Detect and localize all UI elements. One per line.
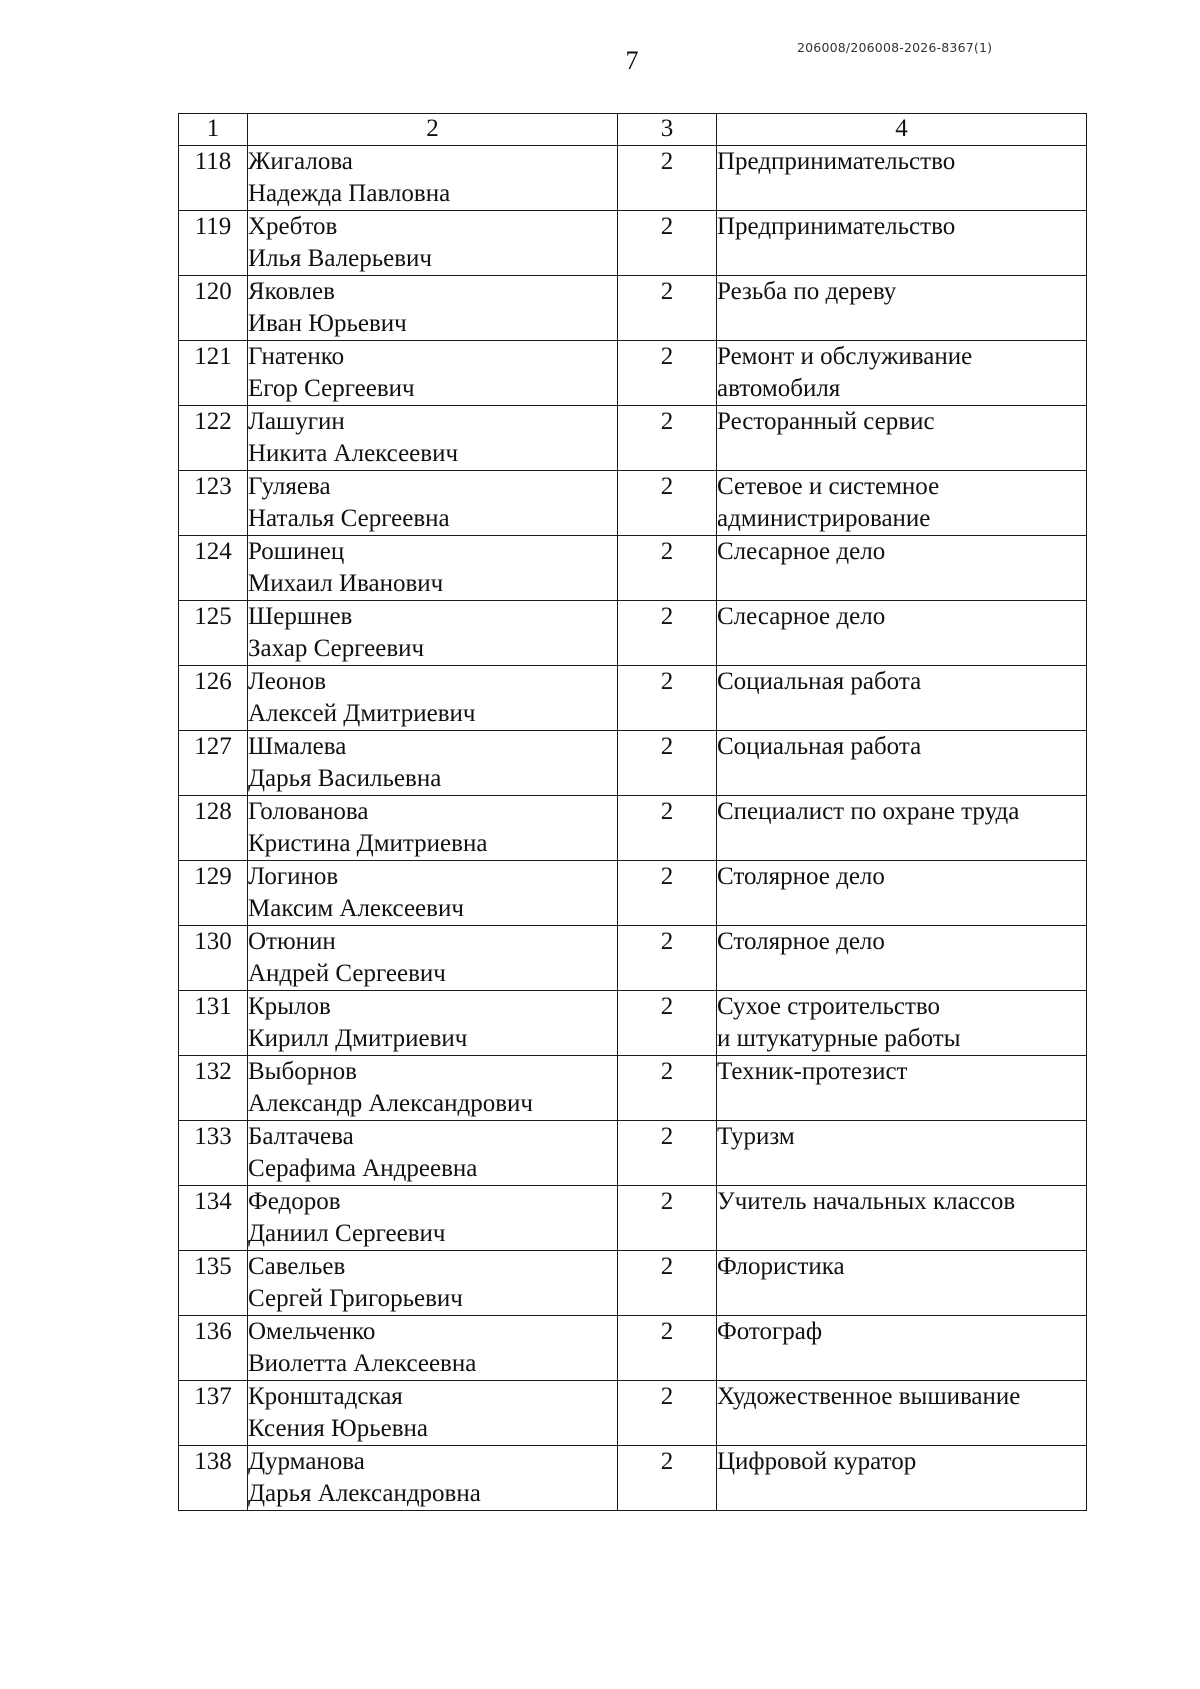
field-line: Учитель начальных классов [717,1188,1016,1215]
row-number-cell [179,1186,248,1251]
column-header-2: 2 [248,114,618,146]
field-cell [717,276,1087,341]
name-cell [248,731,618,796]
name-cell [248,211,618,276]
field-cell [717,211,1087,276]
table-row [179,731,1087,796]
row-number-cell [179,1316,248,1381]
surname: Рошинец [248,538,345,565]
row-number: 134 [194,1188,232,1215]
name-cell [248,861,618,926]
given-names: Илья Валерьевич [248,245,432,272]
table-row [179,341,1087,406]
grade-cell [618,1446,717,1511]
name-cell [248,601,618,666]
surname: Савельев [248,1253,346,1280]
grade: 2 [660,1318,674,1345]
field-line: Туризм [717,1123,795,1150]
grade: 2 [660,408,674,435]
row-number: 128 [194,798,232,825]
given-names: Максим Алексеевич [248,895,464,922]
surname: Хребтов [248,213,338,240]
name-cell [248,926,618,991]
row-number-cell [179,666,248,731]
surname: Шмалева [248,733,347,760]
field-cell [717,1121,1087,1186]
field-cell [717,1446,1087,1511]
row-number: 122 [194,408,232,435]
grade-cell [618,926,717,991]
row-number: 124 [194,538,232,565]
name-cell [248,1121,618,1186]
name-cell [248,1381,618,1446]
row-number-cell [179,406,248,471]
field-line: Резьба по дереву [717,278,897,305]
row-number-cell [179,536,248,601]
field-cell [717,666,1087,731]
row-number: 123 [194,473,232,500]
row-number: 120 [194,278,232,305]
row-number: 138 [194,1448,232,1475]
field-cell [717,731,1087,796]
grade-cell [618,1251,717,1316]
given-names: Ксения Юрьевна [248,1415,429,1442]
grade-cell [618,666,717,731]
grade-cell [618,211,717,276]
field-line: Фотограф [717,1318,823,1345]
grade-cell [618,276,717,341]
grade: 2 [660,1448,674,1475]
row-number-cell [179,1056,248,1121]
row-number-cell [179,341,248,406]
grade-cell [618,1316,717,1381]
field-cell [717,406,1087,471]
field-line: Слесарное дело [717,538,886,565]
field-line: Ресторанный сервис [717,408,935,435]
grade: 2 [660,733,674,760]
table-row [179,796,1087,861]
row-number: 132 [194,1058,232,1085]
row-number: 121 [194,343,232,370]
row-number-cell [179,991,248,1056]
name-cell [248,1446,618,1511]
field-line: администрирование [717,505,931,532]
grade-cell [618,536,717,601]
table-row [179,1251,1087,1316]
grade-cell [618,1056,717,1121]
table-row [179,1186,1087,1251]
field-line: Сетевое и системное [717,473,940,500]
field-line: Социальная работа [717,733,922,760]
table-row [179,146,1087,211]
field-line: Слесарное дело [717,603,886,630]
field-line: Специалист по охране труда [717,798,1020,825]
field-line: Ремонт и обслуживание [717,343,973,370]
surname: Омельченко [248,1318,376,1345]
row-number-cell [179,796,248,861]
grade: 2 [660,343,674,370]
table-row [179,991,1087,1056]
field-cell [717,341,1087,406]
field-cell [717,1251,1087,1316]
grade-cell [618,471,717,536]
grade-cell [618,1381,717,1446]
grade: 2 [660,148,674,175]
surname: Отюнин [248,928,336,955]
surname: Шершнев [248,603,353,630]
grade: 2 [660,668,674,695]
name-cell [248,1316,618,1381]
row-number-cell [179,276,248,341]
row-number-cell [179,471,248,536]
field-line: Предпринимательство [717,213,956,240]
table-body [179,114,1087,1511]
grade: 2 [660,278,674,305]
given-names: Надежда Павловна [248,180,451,207]
surname: Крылов [248,993,331,1020]
surname: Яковлев [248,278,335,305]
field-cell [717,146,1087,211]
grade-cell [618,1186,717,1251]
table-row [179,666,1087,731]
page-number: 7 [625,46,639,75]
name-cell [248,796,618,861]
document-id: 206008/206008-2026-8367(1) [797,40,993,55]
surname: Балтачева [248,1123,354,1150]
table-row [179,1121,1087,1186]
field-cell [717,926,1087,991]
surname: Лашугин [248,408,345,435]
grade: 2 [660,603,674,630]
surname: Логинов [248,863,339,890]
table-row [179,1381,1087,1446]
name-cell [248,406,618,471]
grade: 2 [660,1123,674,1150]
surname: Федоров [248,1188,341,1215]
row-number: 125 [194,603,232,630]
row-number: 129 [194,863,232,890]
field-line: Предпринимательство [717,148,956,175]
grade-cell [618,861,717,926]
given-names: Александр Александрович [248,1090,533,1117]
grade: 2 [660,798,674,825]
grade-cell [618,341,717,406]
row-number-cell [179,211,248,276]
row-number-cell [179,926,248,991]
field-cell [717,796,1087,861]
surname: Кронштадская [248,1383,403,1410]
grade-cell [618,1121,717,1186]
field-line: Художественное вышивание [717,1383,1021,1410]
given-names: Иван Юрьевич [248,310,407,337]
grade: 2 [660,863,674,890]
given-names: Захар Сергеевич [248,635,425,662]
field-cell [717,601,1087,666]
field-cell [717,861,1087,926]
field-line: автомобиля [717,375,841,402]
given-names: Наталья Сергеевна [248,505,450,532]
grade-cell [618,731,717,796]
given-names: Андрей Сергеевич [248,960,446,987]
given-names: Кирилл Дмитриевич [248,1025,468,1052]
given-names: Михаил Иванович [248,570,444,597]
name-cell [248,1056,618,1121]
row-number-cell [179,731,248,796]
row-number: 137 [194,1383,232,1410]
given-names: Дарья Александровна [248,1480,481,1507]
given-names: Егор Сергеевич [248,375,415,402]
given-names: Никита Алексеевич [248,440,459,467]
given-names: Даниил Сергеевич [248,1220,446,1247]
grade: 2 [660,1383,674,1410]
given-names: Дарья Васильевна [248,765,442,792]
field-line: Сухое строительство [717,993,941,1020]
table-row [179,1446,1087,1511]
surname: Дурманова [248,1448,365,1475]
row-number-cell [179,1251,248,1316]
row-number: 131 [194,993,232,1020]
grade: 2 [660,1188,674,1215]
row-number: 133 [194,1123,232,1150]
participants-table [178,113,1087,1511]
name-cell [248,146,618,211]
row-number: 127 [194,733,232,760]
column-header-4: 4 [717,114,1087,146]
grade-cell [618,146,717,211]
grade-cell [618,406,717,471]
row-number: 126 [194,668,232,695]
field-line: Столярное дело [717,863,885,890]
field-cell [717,1316,1087,1381]
grade: 2 [660,473,674,500]
name-cell [248,666,618,731]
grade: 2 [660,993,674,1020]
field-line: Столярное дело [717,928,885,955]
name-cell [248,1186,618,1251]
row-number: 119 [194,213,232,240]
row-number-cell [179,1121,248,1186]
grade-cell [618,601,717,666]
row-number-cell [179,146,248,211]
table-row [179,1316,1087,1381]
name-cell [248,1251,618,1316]
surname: Гуляева [248,473,331,500]
row-number-cell [179,1446,248,1511]
table-row [179,406,1087,471]
grade: 2 [660,928,674,955]
table-row [179,536,1087,601]
row-number: 135 [194,1253,232,1280]
table-row [179,471,1087,536]
surname: Леонов [248,668,327,695]
given-names: Сергей Григорьевич [248,1285,463,1312]
grade-cell [618,991,717,1056]
table-row [179,211,1087,276]
field-cell [717,991,1087,1056]
field-cell [717,1056,1087,1121]
field-line: Социальная работа [717,668,922,695]
row-number-cell [179,601,248,666]
row-number: 136 [194,1318,232,1345]
header-row [179,114,1087,146]
surname: Голованова [248,798,369,825]
field-cell [717,471,1087,536]
field-cell [717,1186,1087,1251]
given-names: Виолетта Алексеевна [248,1350,477,1377]
table-row [179,1056,1087,1121]
table-row [179,926,1087,991]
field-cell [717,1381,1087,1446]
name-cell [248,341,618,406]
field-line: Цифровой куратор [717,1448,917,1475]
grade: 2 [660,1058,674,1085]
column-header-1: 1 [179,114,248,146]
grade-cell [618,796,717,861]
field-line: Техник-протезист [717,1058,908,1085]
row-number: 118 [194,148,232,175]
name-cell [248,991,618,1056]
grade: 2 [660,213,674,240]
given-names: Алексей Дмитриевич [248,700,476,727]
field-line: Флористика [717,1253,845,1280]
table-row [179,601,1087,666]
surname: Гнатенко [248,343,345,370]
grade: 2 [660,538,674,565]
surname: Выборнов [248,1058,357,1085]
row-number: 130 [194,928,232,955]
name-cell [248,536,618,601]
given-names: Серафима Андреевна [248,1155,478,1182]
surname: Жигалова [248,148,353,175]
name-cell [248,471,618,536]
table-row [179,276,1087,341]
row-number-cell [179,861,248,926]
field-cell [717,536,1087,601]
grade: 2 [660,1253,674,1280]
column-header-3: 3 [618,114,717,146]
name-cell [248,276,618,341]
table-row [179,861,1087,926]
field-line: и штукатурные работы [717,1025,961,1052]
given-names: Кристина Дмитриевна [248,830,488,857]
row-number-cell [179,1381,248,1446]
